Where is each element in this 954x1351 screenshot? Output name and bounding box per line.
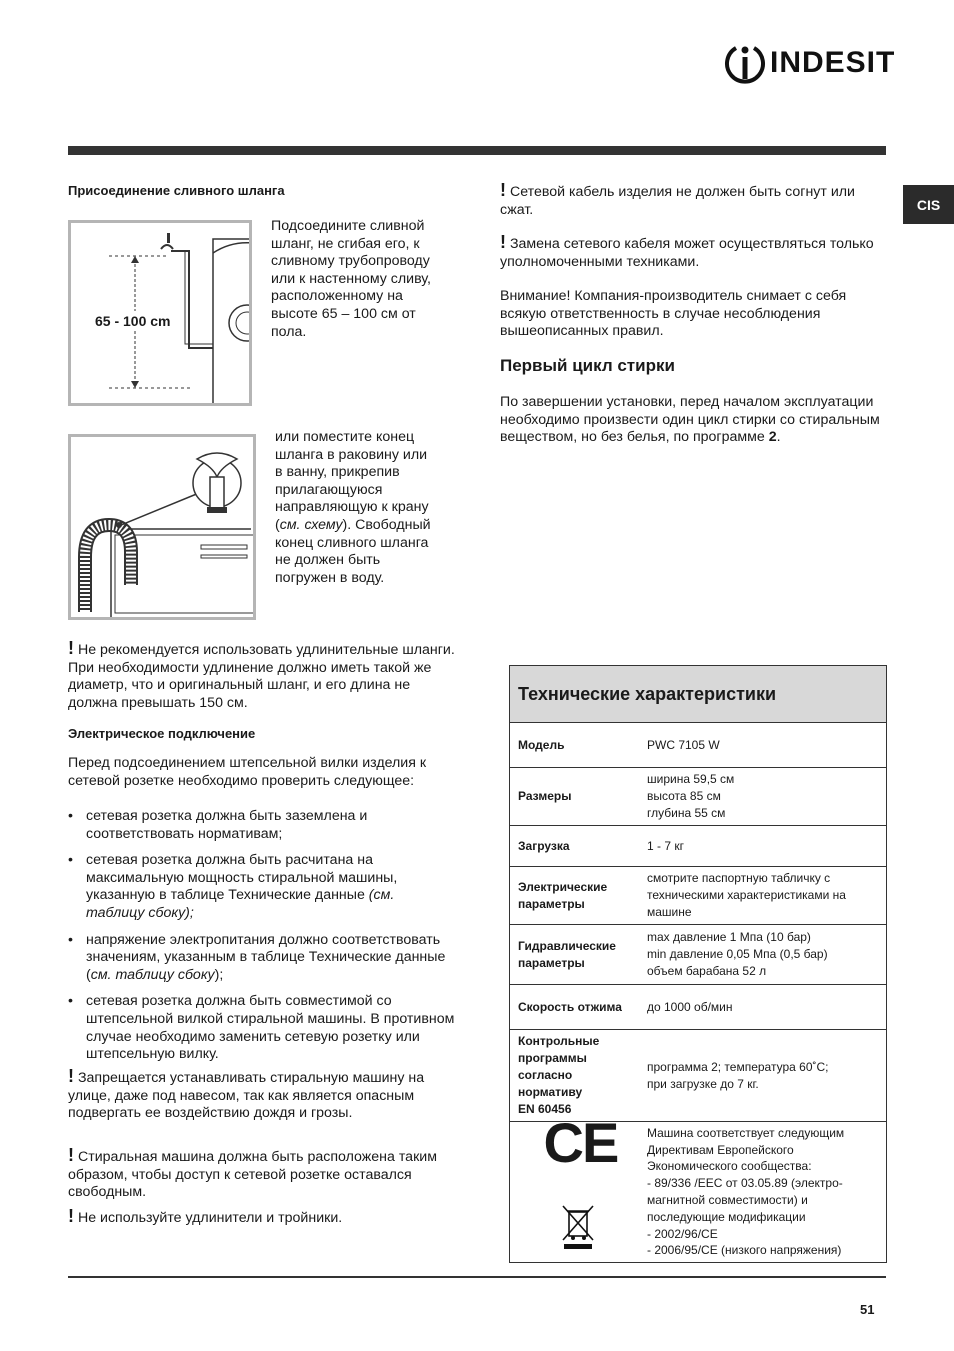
language-tab: CIS bbox=[903, 185, 954, 224]
first-wash-heading: Первый цикл стирки bbox=[500, 356, 675, 375]
footer-rule bbox=[68, 1276, 886, 1278]
warning-socket-access: ! Стиральная машина должна быть расположена таким образом, чтобы доступ к сетевой розетке оставался свободным. bbox=[68, 1145, 437, 1201]
drain-heading: Присоединение сливного шланга bbox=[68, 183, 285, 198]
brand-name: INDESIT bbox=[770, 46, 896, 79]
sink-hose-figure bbox=[68, 434, 256, 620]
first-wash-text: По завершении установки, перед началом эксплуатации необходимо произвести один цикл стирки со стиральным веществом, но без белья, по программе 2. bbox=[500, 394, 880, 446]
electrical-intro: Перед подсоединением штепсельной вилки изделия к сетевой розетке необходимо проверить следующее: bbox=[68, 755, 427, 789]
warning-adapters: ! Не используйте удлинители и тройники. bbox=[68, 1206, 343, 1226]
drain-text-1: Подсоедините сливной шланг, не сгибая его, к сливному трубопроводу или к настенному сливу, расположенному на высоте 65 – 100 см от пола. bbox=[271, 218, 431, 340]
exclamation-icon: ! bbox=[500, 180, 506, 200]
drain-height-figure bbox=[68, 220, 252, 406]
table-row: Размеры ширина 59,5 см высота 85 см глубина 55 см bbox=[510, 768, 886, 826]
spec-table bbox=[509, 665, 887, 1263]
exclamation-icon: ! bbox=[68, 1206, 74, 1226]
weee-bin-icon bbox=[558, 1204, 598, 1250]
table-row: Электрические параметры смотрите паспортную табличку с техническими характеристиками на машине bbox=[510, 867, 886, 925]
table-row: CE Машина соответствует следующим Директивам Европейского Экономического сообщества: - 89/336 /EEC от 03.05.89 (электро- магнитной совместимости) и последующие модификации - 2002/96/CE - 2006/95/CE (низкого напряжения) bbox=[543, 1110, 845, 1258]
table-row: Загрузка 1 - 7 кг bbox=[510, 826, 886, 867]
list-item: • сетевая розетка должна быть совместимой со штепсельной вилкой стиральной машины. В противном случае необходимо заменить сетевую розетку или штепсельную вилку. bbox=[68, 993, 456, 1063]
table-row: Скорость отжима до 1000 об/мин bbox=[510, 985, 886, 1030]
warning-cable-bend: ! Сетевой кабель изделия не должен быть согнут или сжат. bbox=[500, 180, 855, 218]
table-row: Модель PWC 7105 W bbox=[510, 723, 886, 768]
warning-extension-hoses: ! Не рекомендуется использовать удлинительные шланги. При необходимости удлинение должно иметь такой же диаметр, что и оригинальный шланг, и его длина не должна превышать 150 см. bbox=[68, 638, 455, 711]
indesit-logo bbox=[722, 40, 896, 88]
table-row: Гидравлические параметры max давление 1 Мпа (10 бар) min давление 0,05 Мпа (0,5 бар) объем барабана 52 л bbox=[510, 925, 886, 985]
exclamation-icon: ! bbox=[500, 232, 506, 252]
list-item: • сетевая розетка должна быть заземлена и соответствовать нормативам; bbox=[68, 808, 456, 843]
list-item: • напряжение электропитания должно соответствовать значениям, указанным в таблице Технические данные (см. таблицу сбоку); bbox=[68, 932, 456, 985]
exclamation-icon: ! bbox=[68, 1145, 74, 1165]
page-number: 51 bbox=[860, 1302, 875, 1317]
spec-title: Технические характеристики bbox=[510, 666, 886, 723]
list-item: • сетевая розетка должна быть расчитана на максимальную мощность стиральной машины, указанную в таблице Технические данные (см. таблицу сбоку); bbox=[68, 852, 456, 922]
table-row: Контрольные программы согласно нормативу EN 60456 программа 2; температура 60˚С; при загрузке до 7 кг. bbox=[510, 1030, 886, 1122]
drain-text-2: или поместите конец шланга в раковину или в ванну, прикрепив прилагающуюся направляющую к крану (см. схему). Свободный конец сливного шланга не должен быть погружен в воду. bbox=[275, 429, 431, 586]
warning-outdoor: ! Запрещается устанавливать стиральную машину на улице, даже под навесом, так как является опасным подвергать ее воздействию дождя и грозы. bbox=[68, 1066, 425, 1122]
manufacturer-notice: Внимание! Компания-производитель снимает с себя всякую ответственность в случае несоблюдения вышеописанных правил. bbox=[500, 288, 847, 340]
electrical-heading: Электрическое подключение bbox=[68, 726, 256, 741]
exclamation-icon: ! bbox=[68, 638, 74, 658]
electrical-checklist bbox=[68, 808, 456, 1073]
indesit-i-icon bbox=[722, 42, 768, 88]
header-rule bbox=[68, 146, 886, 155]
warning-cable-replace: ! Замена сетевого кабеля может осуществляться только уполномоченными техниками. bbox=[500, 232, 874, 270]
ce-mark: CE bbox=[543, 1110, 618, 1174]
exclamation-icon: ! bbox=[68, 1066, 74, 1086]
height-label: 65 - 100 cm bbox=[95, 313, 171, 329]
